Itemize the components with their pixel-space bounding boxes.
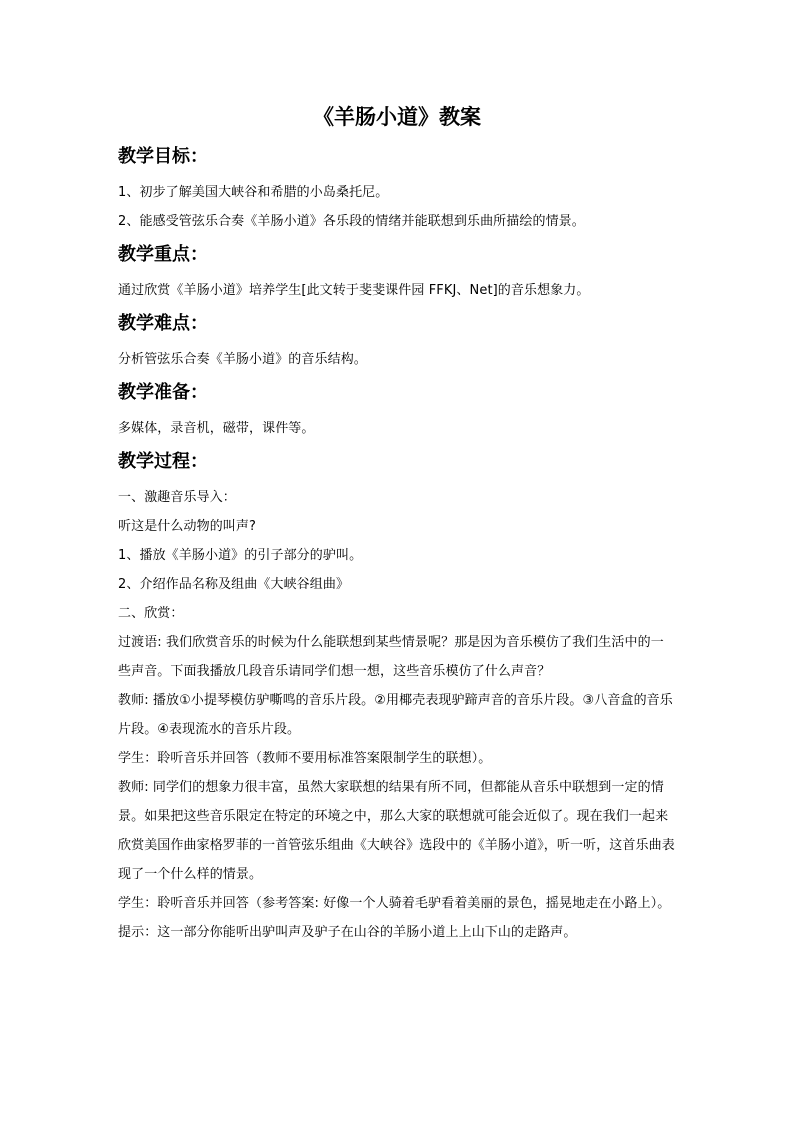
paragraph: 1、播放《羊肠小道》的引子部分的驴叫。: [118, 548, 363, 563]
paragraph: 学生：聆听音乐并回答（参考答案: 好像一个人骑着毛驴看着美丽的景色，摇晃地走在小路上）。: [118, 896, 671, 911]
paragraph: 教师: 播放①小提琴模仿驴嘶鸣的音乐片段。②用椰壳表现驴蹄声音的音乐片段。③八音盒的音乐片段。④表现流水的音乐片段。: [118, 693, 673, 737]
paragraph: 教师: 同学们的想象力很丰富，虽然大家联想的结果有所不同，但都能从音乐中联想到一定的情景。如果把这些音乐限定在特定的环境之中，那么大家的联想就可能会近似了。现在我们一起来欣赏美国作曲家格罗菲的一首管弦乐组曲《大峡谷》选段中的《羊肠小道》，听一听，这首乐曲表现了一个什么样的情景。: [118, 780, 675, 882]
paragraph: 过渡语: 我们欣赏音乐的时候为什么能联想到某些情景呢？那是因为音乐模仿了我们生活中的一些声音。下面我播放几段音乐请同学们想一想，这些音乐模仿了什么声音？: [118, 635, 664, 679]
document-page: [118, 102, 676, 947]
paragraph: 2、能感受管弦乐合奏《羊肠小道》各乐段的情绪并能联想到乐曲所描绘的情景。: [118, 214, 585, 229]
section-heading-objectives: 教学目标：: [118, 146, 208, 167]
paragraph: 提示：这一部分你能听出驴叫声及驴子在山谷的羊肠小道上上山下山的走路声。: [118, 925, 577, 940]
paragraph: 听这是什么动物的叫声?: [118, 519, 256, 534]
section-heading-process: 教学过程：: [118, 451, 208, 472]
section-heading-key-points: 教学重点：: [118, 244, 208, 265]
paragraph: 通过欣赏《羊肠小道》培养学生[此文转于斐斐课件园 FFKJ、Net]的音乐想象力。: [118, 283, 590, 298]
document-title: 《羊肠小道》教案: [313, 104, 481, 129]
paragraph: 学生：聆听音乐并回答（教师不要用标准答案限制学生的联想）。: [118, 751, 492, 766]
paragraph: 1、初步了解美国大峡谷和希腊的小岛桑托尼。: [118, 185, 389, 200]
section-heading-difficulties: 教学难点：: [118, 313, 208, 334]
paragraph: 多媒体，录音机，磁带，课件等。: [118, 421, 315, 436]
paragraph: 二、欣赏：: [118, 606, 184, 621]
section-heading-preparation: 教学准备：: [118, 382, 208, 403]
paragraph: 一、激趣音乐导入：: [118, 490, 236, 505]
paragraph: 2、介绍作品名称及组曲《大峡谷组曲》: [118, 577, 350, 592]
paragraph: 分析管弦乐合奏《羊肠小道》的音乐结构。: [118, 352, 367, 367]
